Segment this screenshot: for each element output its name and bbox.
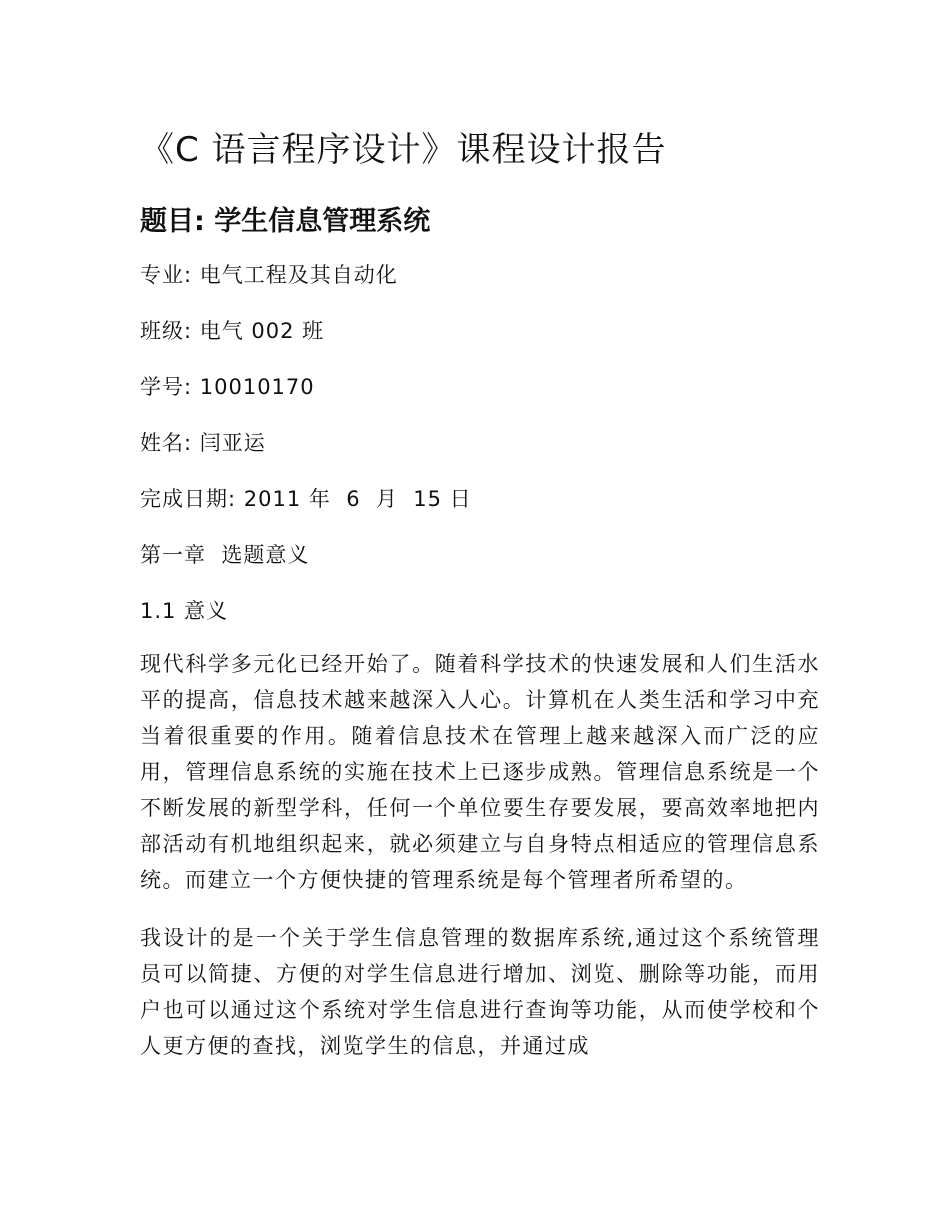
name-line: 姓名: 闫亚运 — [140, 431, 266, 455]
document-page — [140, 120, 820, 1064]
paragraph-2: 我设计的是一个关于学生信息管理的数据库系统,通过这个系统管理员可以简捷、方便的对学生信息进行增加、浏览、删除等功能，而用户也可以通过这个系统对学生信息进行查询等功能，从而使学校和个人更方便的查找，浏览学生的信息，并通过成 — [140, 926, 820, 1058]
major-line: 专业: 电气工程及其自动化 — [140, 263, 398, 287]
report-title: 《C 语言程序设计》课程设计报告 — [140, 130, 667, 170]
class-line: 班级: 电气 002 班 — [140, 319, 325, 343]
date-line: 完成日期: 2011 年 6 月 15 日 — [140, 487, 472, 511]
chapter-heading: 第一章 选题意义 — [140, 543, 310, 567]
report-subtitle: 题目: 学生信息管理系统 — [140, 206, 431, 237]
paragraph-1: 现代科学多元化已经开始了。随着科学技术的快速发展和人们生活水平的提高，信息技术越来越深入人心。计算机在人类生活和学习中充当着很重要的作用。随着信息技术在管理上越来越深入而广泛的应用，管理信息系统的实施在技术上已逐步成熟。管理信息系统是一个不断发展的新型学科，任何一个单位要生存要发展，要高效率地把内部活动有机地组织起来，就必须建立与自身特点相适应的管理信息系统。而建立一个方便快捷的管理系统是每个管理者所希望的。 — [140, 652, 820, 892]
section-heading: 1.1 意义 — [140, 599, 229, 623]
student-id-line: 学号: 10010170 — [140, 375, 315, 399]
